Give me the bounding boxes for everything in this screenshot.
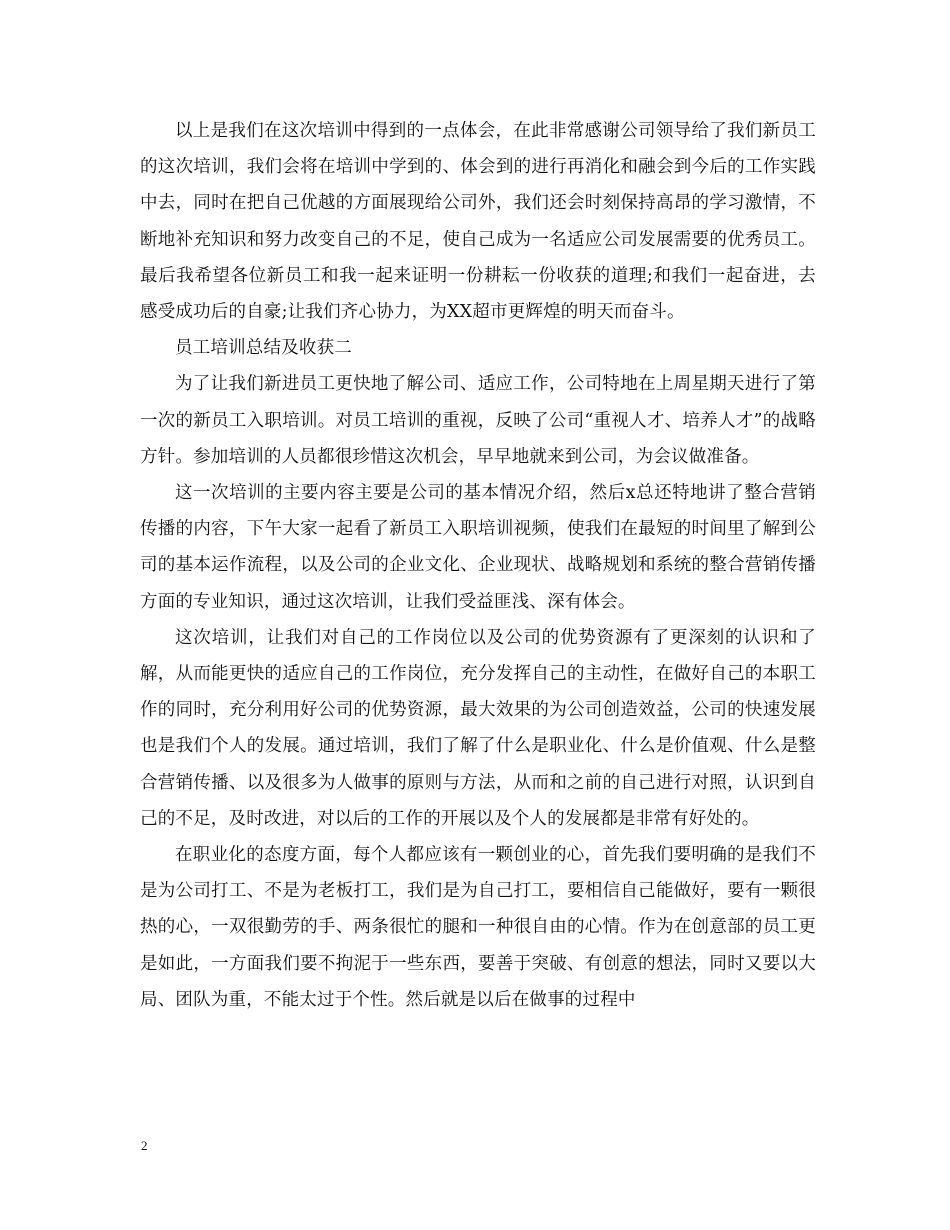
paragraph-training-content: 这一次培训的主要内容主要是公司的基本情况介绍，然后x总还特地讲了整合营销传播的内容，下午大家一起看了新员工入职培训视频，使我们在最短的时间里了解到公司的基本运作流程，以及公司的企业文化、企业现状、战略规划和系统的整合营销传播方面的专业知识，通过这次培训，让我们受益匪浅、深有体会。 xyxy=(140,483,816,612)
document-body xyxy=(140,113,816,1018)
paragraph-training-intro: 为了让我们新进员工更快地了解公司、适应工作，公司特地在上周星期天进行了第一次的新员工入职培训。对员工培训的重视，反映了公司“重视人才、培养人才”的战略方针。参加培训的人员都很珍惜这次机会，早早地就来到公司，为会议做准备。 xyxy=(140,374,816,467)
paragraph-professional-attitude: 在职业化的态度方面，每个人都应该有一颗创业的心，首先我们要明确的是我们不是为公司打工、不是为老板打工，我们是为自己打工，要相信自己能做好，要有一颗很热的心，一双很勤劳的手、两条很忙的腿和一种很自由的心情。作为在创意部的员工更是如此，一方面我们要不拘泥于一些东西，要善于突破、有创意的想法，同时又要以大局、团队为重，不能太过于个性。然后就是以后在做事的过程中 xyxy=(140,845,816,1010)
paragraph-closing-reflection: 以上是我们在这次培训中得到的一点体会，在此非常感谢公司领导给了我们新员工的这次培训，我们会将在培训中学到的、体会到的进行再消化和融会到今后的工作实践中去，同时在把自己优越的方面展现给公司外，我们还会时刻保持高昂的学习激情，不断地补充知识和努力改变自己的不足，使自己成为一名适应公司发展需要的优秀员工。最后我希望各位新员工和我一起来证明一份耕耘一份收获的道理;和我们一起奋进，去感受成功后的自豪;让我们齐心协力，为XX超市更辉煌的明天而奋斗。 xyxy=(140,121,816,323)
paragraph-training-benefits: 这次培训，让我们对自己的工作岗位以及公司的优势资源有了更深刻的认识和了解，从而能更快的适应自己的工作岗位，充分发挥自己的主动性，在做好自己的本职工作的同时，充分利用好公司的优势资源，最大效果的为公司创造效益，公司的快速发展也是我们个人的发展。通过培训，我们了解了什么是职业化、什么是价值观、什么是整合营销传播、以及很多为人做事的原则与方法，从而和之前的自己进行对照，认识到自己的不足，及时改进，对以后的工作的开展以及个人的发展都是非常有好处的。 xyxy=(140,627,816,829)
page-number: 2 xyxy=(141,1138,148,1153)
section-heading: 员工培训总结及收获二 xyxy=(175,338,352,359)
